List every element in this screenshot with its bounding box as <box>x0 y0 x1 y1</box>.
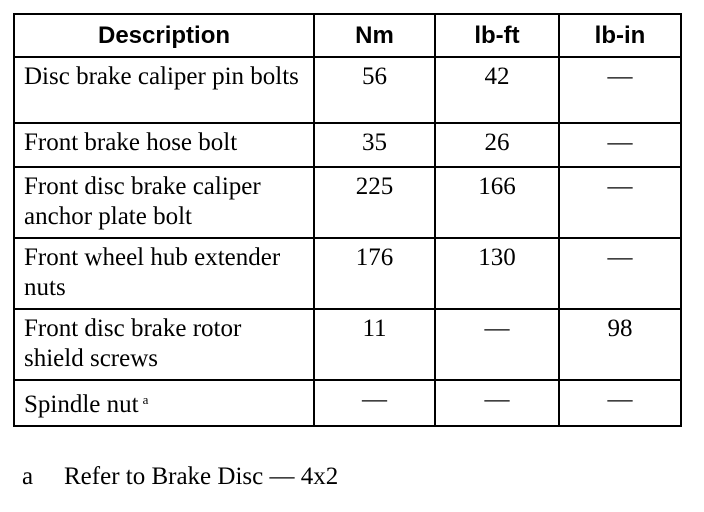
table-row <box>14 238 681 309</box>
footnote-text: Refer to Brake Disc — 4x2 <box>64 463 339 490</box>
cell-lbin: — <box>559 57 681 123</box>
cell-lbft: — <box>435 309 559 380</box>
cell-nm: 176 <box>314 238 435 309</box>
table-row <box>14 57 681 123</box>
cell-nm: 56 <box>314 57 435 123</box>
footnote <box>22 463 338 491</box>
cell-lbft: 42 <box>435 57 559 123</box>
cell-description: Front disc brake caliper anchor plate bolt <box>14 167 314 238</box>
cell-lbft: — <box>435 380 559 426</box>
footnote-mark: a <box>22 463 34 490</box>
torque-spec-table-wrapper <box>13 13 682 427</box>
table-row <box>14 167 681 238</box>
description-text: Spindle nut <box>24 391 139 418</box>
cell-lbin: — <box>559 123 681 167</box>
header-lbft: lb-ft <box>435 14 559 57</box>
cell-description: Front wheel hub extender nuts <box>14 238 314 309</box>
footnote-reference: a <box>142 392 149 407</box>
header-lbin: lb-in <box>559 14 681 57</box>
table-row <box>14 309 681 380</box>
cell-description: Front brake hose bolt <box>14 123 314 167</box>
table-row <box>14 123 681 167</box>
cell-nm: 11 <box>314 309 435 380</box>
cell-description: Disc brake caliper pin bolts <box>14 57 314 123</box>
cell-lbin: — <box>559 380 681 426</box>
header-row <box>14 14 681 57</box>
cell-nm: 225 <box>314 167 435 238</box>
cell-nm: — <box>314 380 435 426</box>
cell-nm: 35 <box>314 123 435 167</box>
cell-lbft: 166 <box>435 167 559 238</box>
cell-lbin: 98 <box>559 309 681 380</box>
cell-lbin: — <box>559 238 681 309</box>
torque-spec-table <box>13 13 682 427</box>
cell-lbft: 26 <box>435 123 559 167</box>
cell-lbft: 130 <box>435 238 559 309</box>
cell-description <box>14 380 314 426</box>
header-nm: Nm <box>314 14 435 57</box>
cell-lbin: — <box>559 167 681 238</box>
table-row <box>14 380 681 426</box>
header-description: Description <box>14 14 314 57</box>
cell-description: Front disc brake rotor shield screws <box>14 309 314 380</box>
